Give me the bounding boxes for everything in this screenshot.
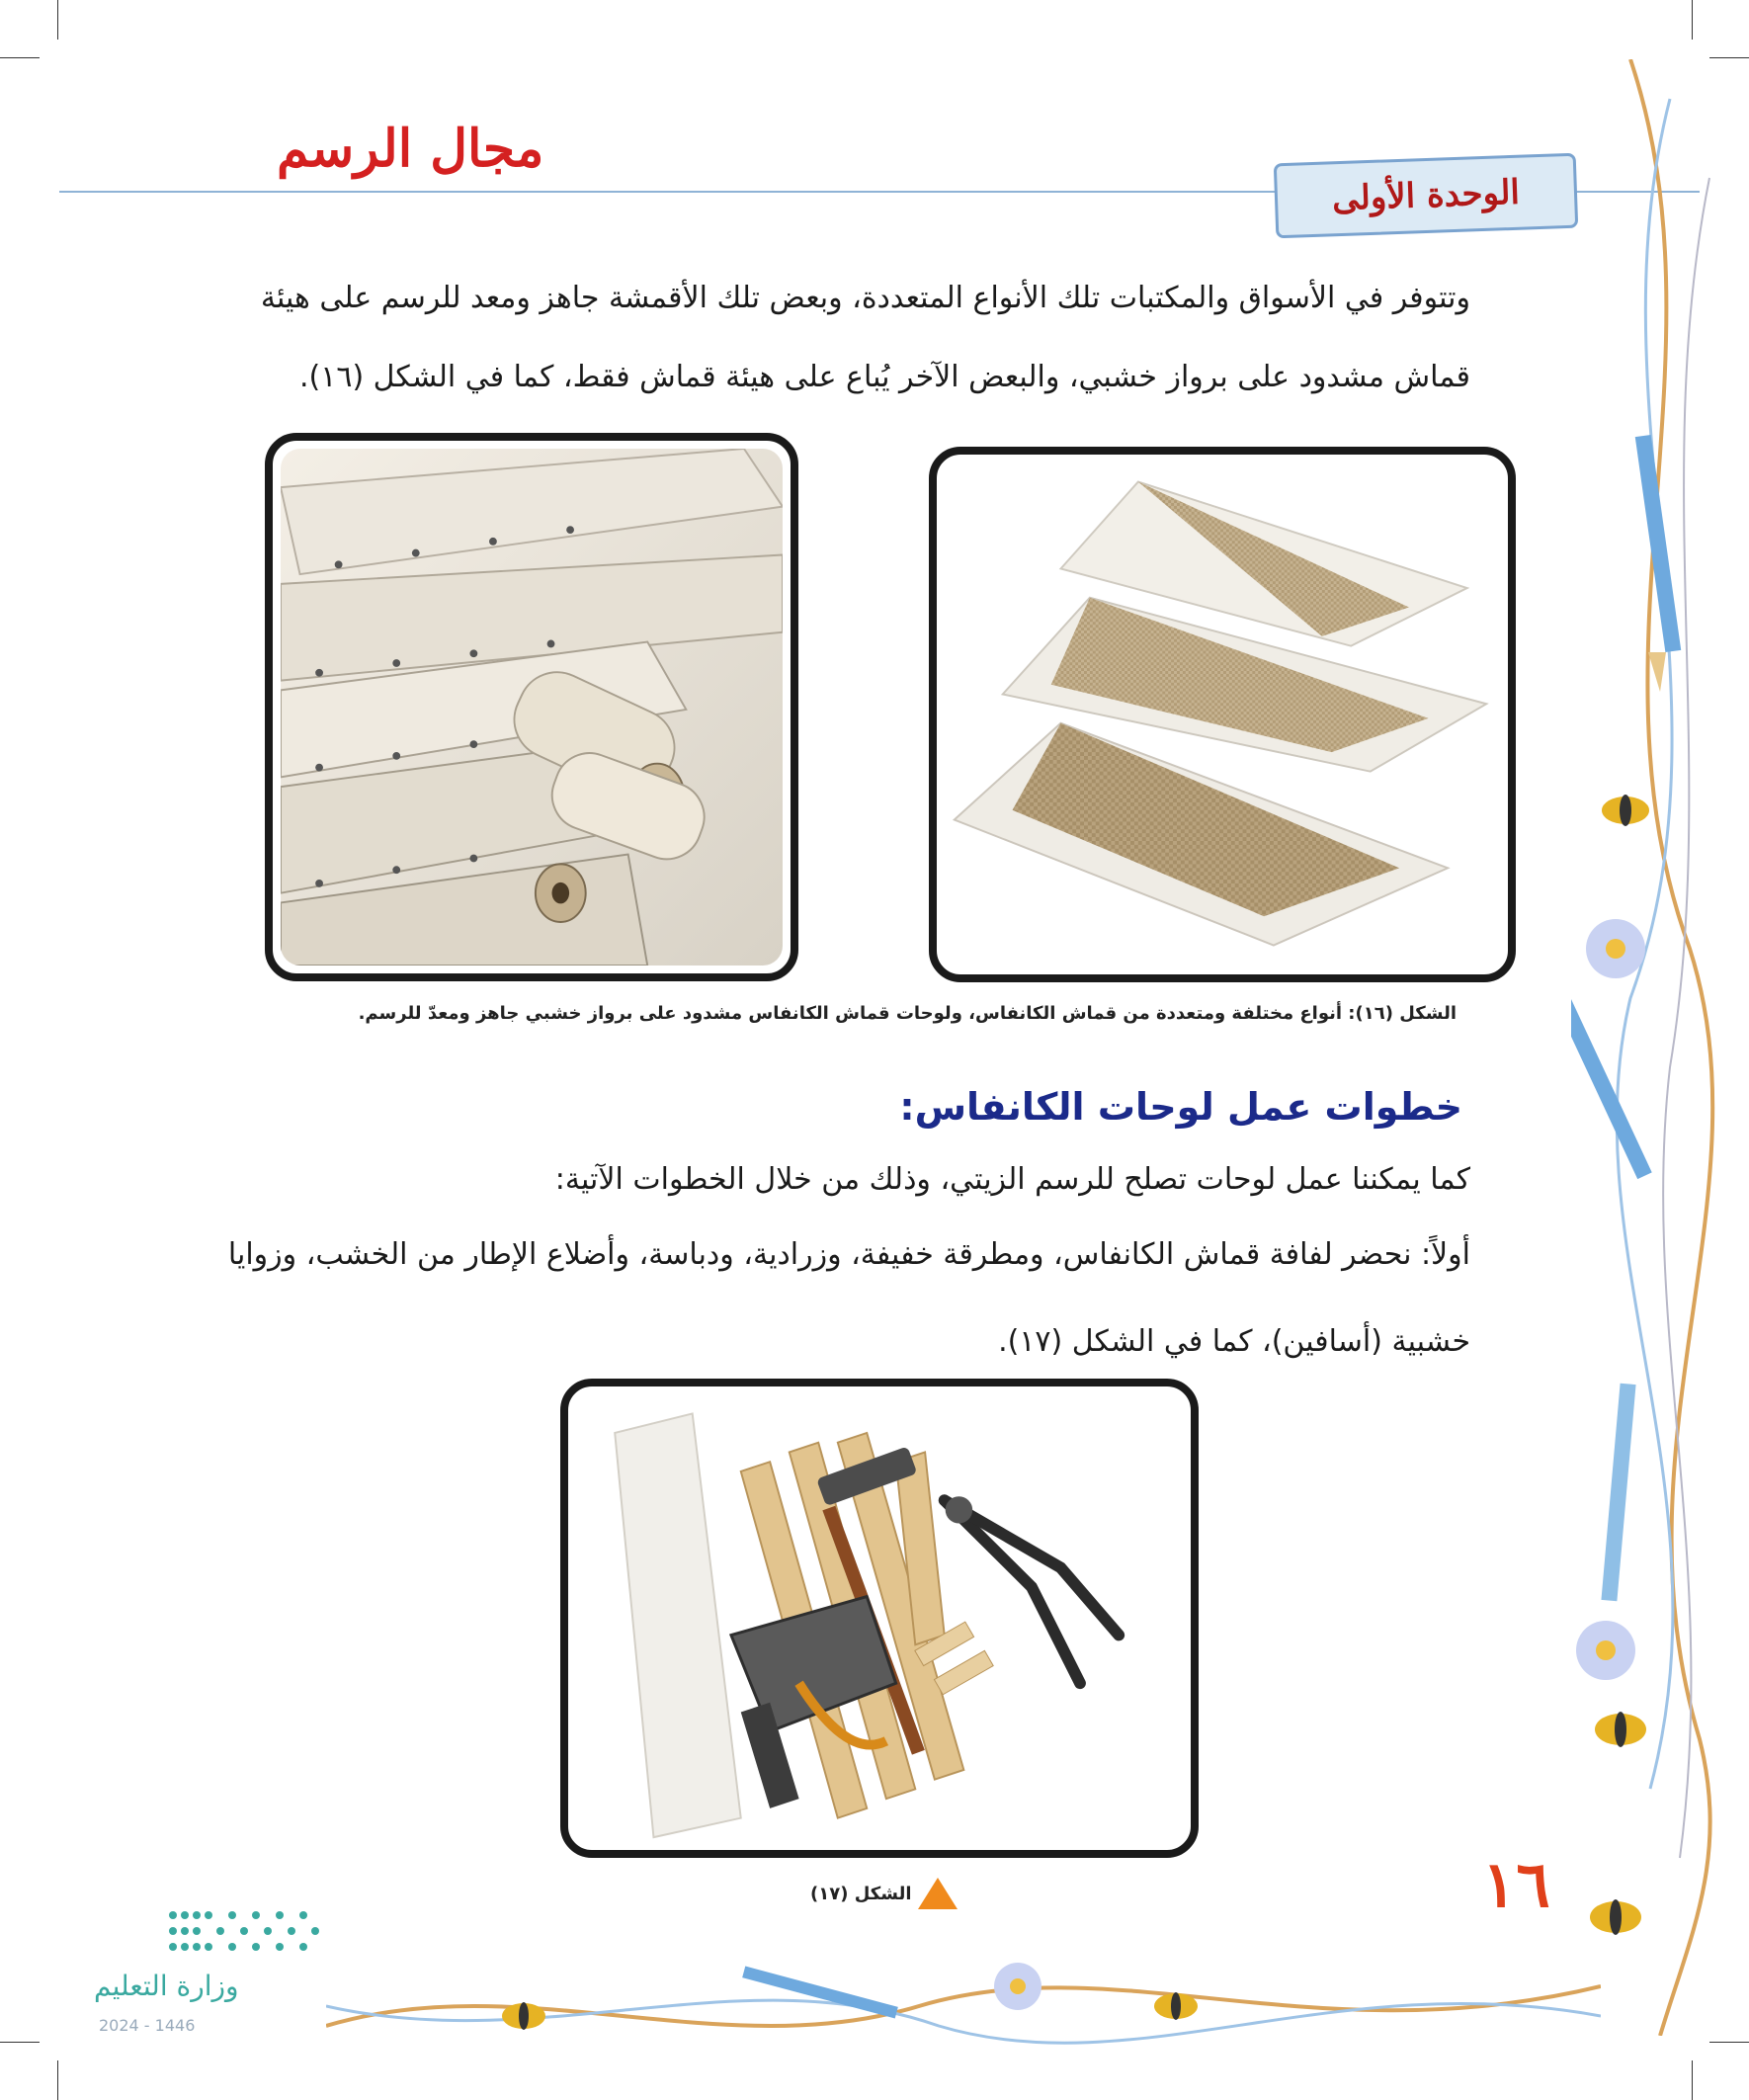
canvas-frames-illustration: [281, 449, 783, 966]
decorative-border-illustration: [1571, 59, 1749, 2036]
crop-mark: [0, 57, 40, 58]
canvas-fabric-photo: [929, 447, 1516, 982]
tools-illustration: [576, 1394, 1183, 1842]
intro-paragraph-1: وتتوفر في الأسواق والمكتبات تلك الأنواع المتعددة، وبعض تلك الأقمشة جاهز ومعد للرسم على هيئة: [260, 281, 1470, 315]
pencil-icon: [1571, 975, 1652, 1179]
crop-mark: [1692, 0, 1693, 40]
canvas-fabric-illustration: [945, 462, 1500, 966]
ministry-logo-icon: [163, 1905, 326, 1957]
figure-17-caption-text: الشكل (١٧): [810, 1883, 912, 1904]
unit-title: الوحدة الأولى: [1331, 172, 1521, 219]
flower-icon: [1576, 1621, 1635, 1680]
section-paragraph-2: أولاً: نحضر لفافة قماش الكانفاس، ومطرقة خفيفة، وزرادية، ودباسة، وأضلاع الإطار من الخشب، وزوايا: [227, 1237, 1470, 1272]
triangle-marker-icon: [918, 1878, 958, 1909]
flower-icon: [1586, 919, 1645, 978]
butterfly-icon: [1590, 1899, 1641, 1935]
intro-paragraph-2: قماش مشدود على برواز خشبي، والبعض الآخر يُباع على هيئة قماش فقط، كما في الشكل (١٦).: [298, 360, 1470, 394]
ministry-name: وزارة التعليم: [94, 1970, 239, 2002]
crop-mark: [57, 2060, 58, 2100]
canvas-frames-photo: [265, 433, 798, 981]
unit-badge: [1274, 153, 1578, 239]
pencil-icon: [742, 1966, 898, 2018]
section-heading: خطوات عمل لوحات الكانفاس:: [899, 1085, 1462, 1129]
edition-label: 2024 - 1446: [99, 2016, 196, 2035]
tools-photo: [560, 1379, 1199, 1858]
crop-mark: [1709, 2042, 1749, 2043]
figure-17-caption: [810, 1878, 958, 1909]
butterfly-icon: [1602, 795, 1649, 826]
bottom-decorative-border: [326, 1947, 1601, 2065]
section-paragraph-1: كما يمكننا عمل لوحات تصلح للرسم الزيتي، وذلك من خلال الخطوات الآتية:: [554, 1162, 1470, 1197]
crop-mark: [0, 2042, 40, 2043]
crop-mark: [1709, 57, 1749, 58]
crop-mark: [1692, 2060, 1693, 2100]
section-paragraph-3: خشبية (أسافين)، كما في الشكل (١٧).: [998, 1324, 1470, 1359]
pencil-icon: [1601, 1384, 1635, 1602]
page-number: ١٦: [1482, 1848, 1550, 1922]
field-title: مجال الرسم: [277, 119, 544, 179]
butterfly-icon: [1595, 1712, 1646, 1747]
crop-mark: [57, 0, 58, 40]
figure-16-caption: الشكل (١٦): أنواع مختلفة ومتعددة من قماش الكانفاس، ولوحات قماش الكانفاس مشدود على برواز خشبي جاهز ومعدّ للرسم.: [358, 1003, 1457, 1024]
flower-icon: [994, 1963, 1041, 2010]
